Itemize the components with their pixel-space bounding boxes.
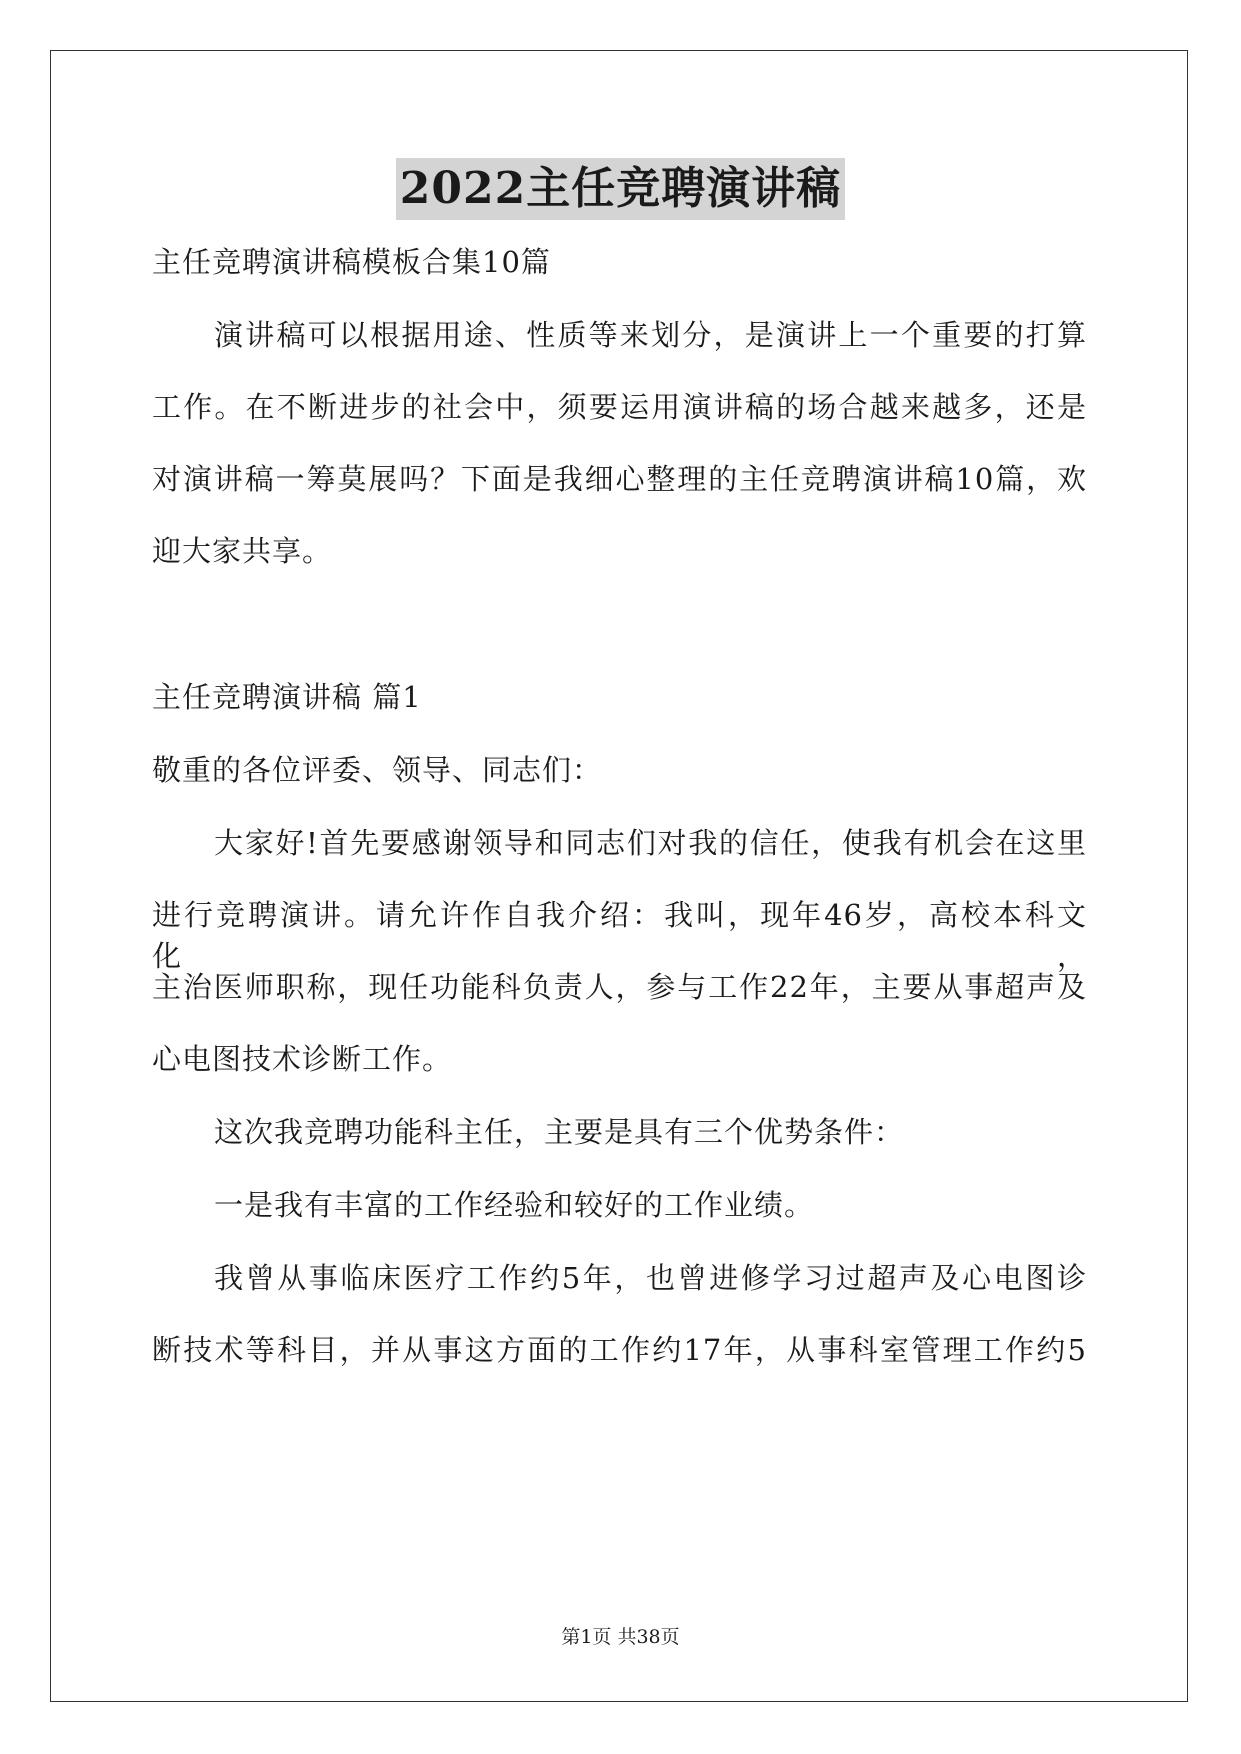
para3: 一是我有丰富的工作经验和较好的工作业绩。: [214, 1188, 815, 1222]
section-heading: 主任竞聘演讲稿 篇1: [152, 680, 422, 714]
para1-line-4: 心电图技术诊断工作。: [152, 1042, 453, 1076]
page-number-footer: 第1页 共38页: [561, 1626, 680, 1648]
intro-line-2: 工作。在不断进步的社会中，须要运用演讲稿的场合越来越多，还是: [152, 390, 1087, 424]
salutation: 敬重的各位评委、领导、同志们：: [152, 753, 603, 787]
para1-line-2: 进行竞聘演讲。请允许作自我介绍：我叫，现年46岁，高校本科文化，: [152, 898, 1087, 973]
page-border: [50, 50, 1188, 1702]
intro-line-3: 对演讲稿一筹莫展吗？下面是我细心整理的主任竞聘演讲稿10篇，欢: [152, 462, 1087, 496]
para4-line-1: 我曾从事临床医疗工作约5年，也曾进修学习过超声及心电图诊: [214, 1261, 1087, 1295]
para1-line-1: 大家好!首先要感谢领导和同志们对我的信任，使我有机会在这里: [214, 826, 1087, 860]
para4-line-2: 断技术等科目，并从事这方面的工作约17年，从事科室管理工作约5: [152, 1333, 1087, 1367]
intro-line-1: 演讲稿可以根据用途、性质等来划分，是演讲上一个重要的打算: [214, 318, 1087, 352]
title-wrap: [0, 158, 1241, 220]
para2: 这次我竞聘功能科主任，主要是具有三个优势条件：: [214, 1115, 905, 1149]
document-subtitle: 主任竞聘演讲稿模板合集10篇: [152, 245, 551, 279]
para1-line-3: 主治医师职称，现任功能科负责人，参与工作22年，主要从事超声及: [152, 970, 1087, 1004]
intro-line-4: 迎大家共享。: [152, 534, 333, 568]
document-title: 2022主任竞聘演讲稿: [396, 158, 845, 220]
